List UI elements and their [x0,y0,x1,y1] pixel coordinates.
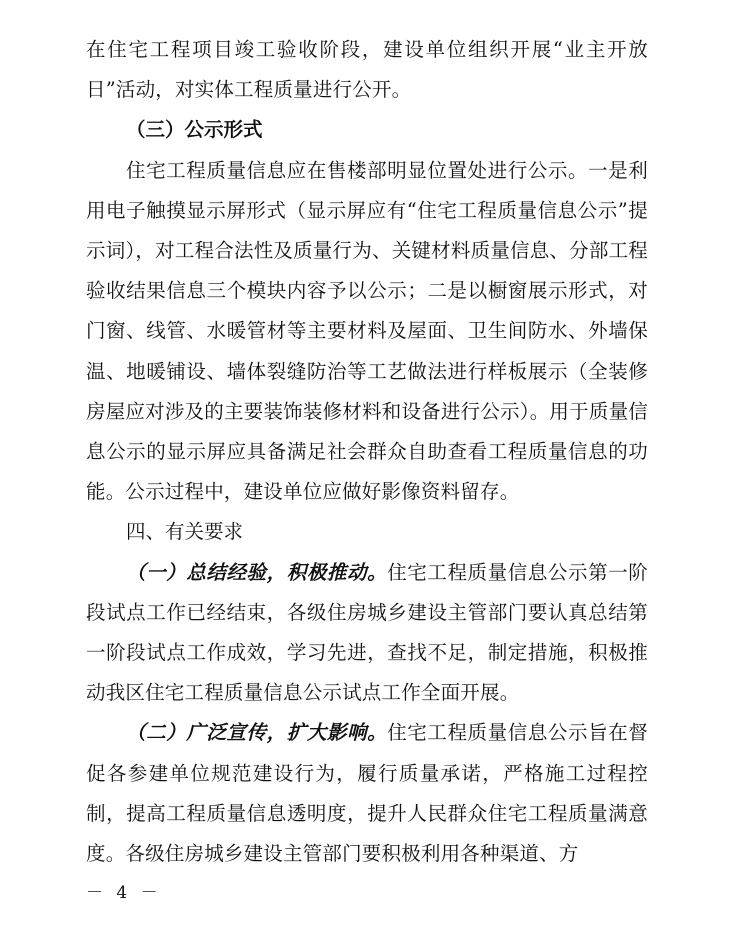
item-2-body: 住宅工程质量信息公示旨在督促各参建单位规范建设行为，履行质量承诺，严格施工过程控制，提高工程质量信息透明度，提升人民群众住宅工程质量满意度。各级住房城乡建设主管部门要积极利用各种渠道、方 [86,721,648,866]
page-number: － 4 － [86,883,162,903]
item-1-body: 住宅工程质量信息公示第一阶段试点工作已经结束，各级住房城乡建设主管部门要认真总结第一阶段试点工作成效，学习先进，查找不足，制定措施，积极推动我区住宅工程质量信息公示试点工作全面开展。 [86,560,648,705]
paragraph-publicize [86,713,648,874]
item-2-title: （二）广泛宣传，扩大影响。 [126,721,388,745]
item-1-title: （一）总结经验，积极推动。 [126,560,388,584]
paragraph-open-day: 在住宅工程项目竣工验收阶段，建设单位组织开展“业主开放日”活动，对实体工程质量进行公开。 [86,38,648,102]
document-body [86,30,648,874]
heading-publicity-form: （三）公示形式 [126,118,263,142]
heading-requirements: 四、有关要求 [126,520,244,544]
paragraph-summarize-experience [86,553,648,714]
paragraph-publicity-form: 住宅工程质量信息应在售楼部明显位置处进行公示。一是利用电子触摸显示屏形式（显示屏应有“住宅工程质量信息公示”提示词），对工程合法性及质量行为、关键材料质量信息、分部工程验收结果信息三个模块内容予以公示；二是以橱窗展示形式，对门窗、线管、水暖管材等主要材料及屋面、卫生间防水、外墙保温、地暖铺设、墙体裂缝防治等工艺做法进行样板展示（全装修房屋应对涉及的主要装饰装修材料和设备进行公示）。用于质量信息公示的显示屏应具备满足社会群众自助查看工程质量信息的功能。公示过程中，建设单位应做好影像资料留存。 [86,158,648,504]
